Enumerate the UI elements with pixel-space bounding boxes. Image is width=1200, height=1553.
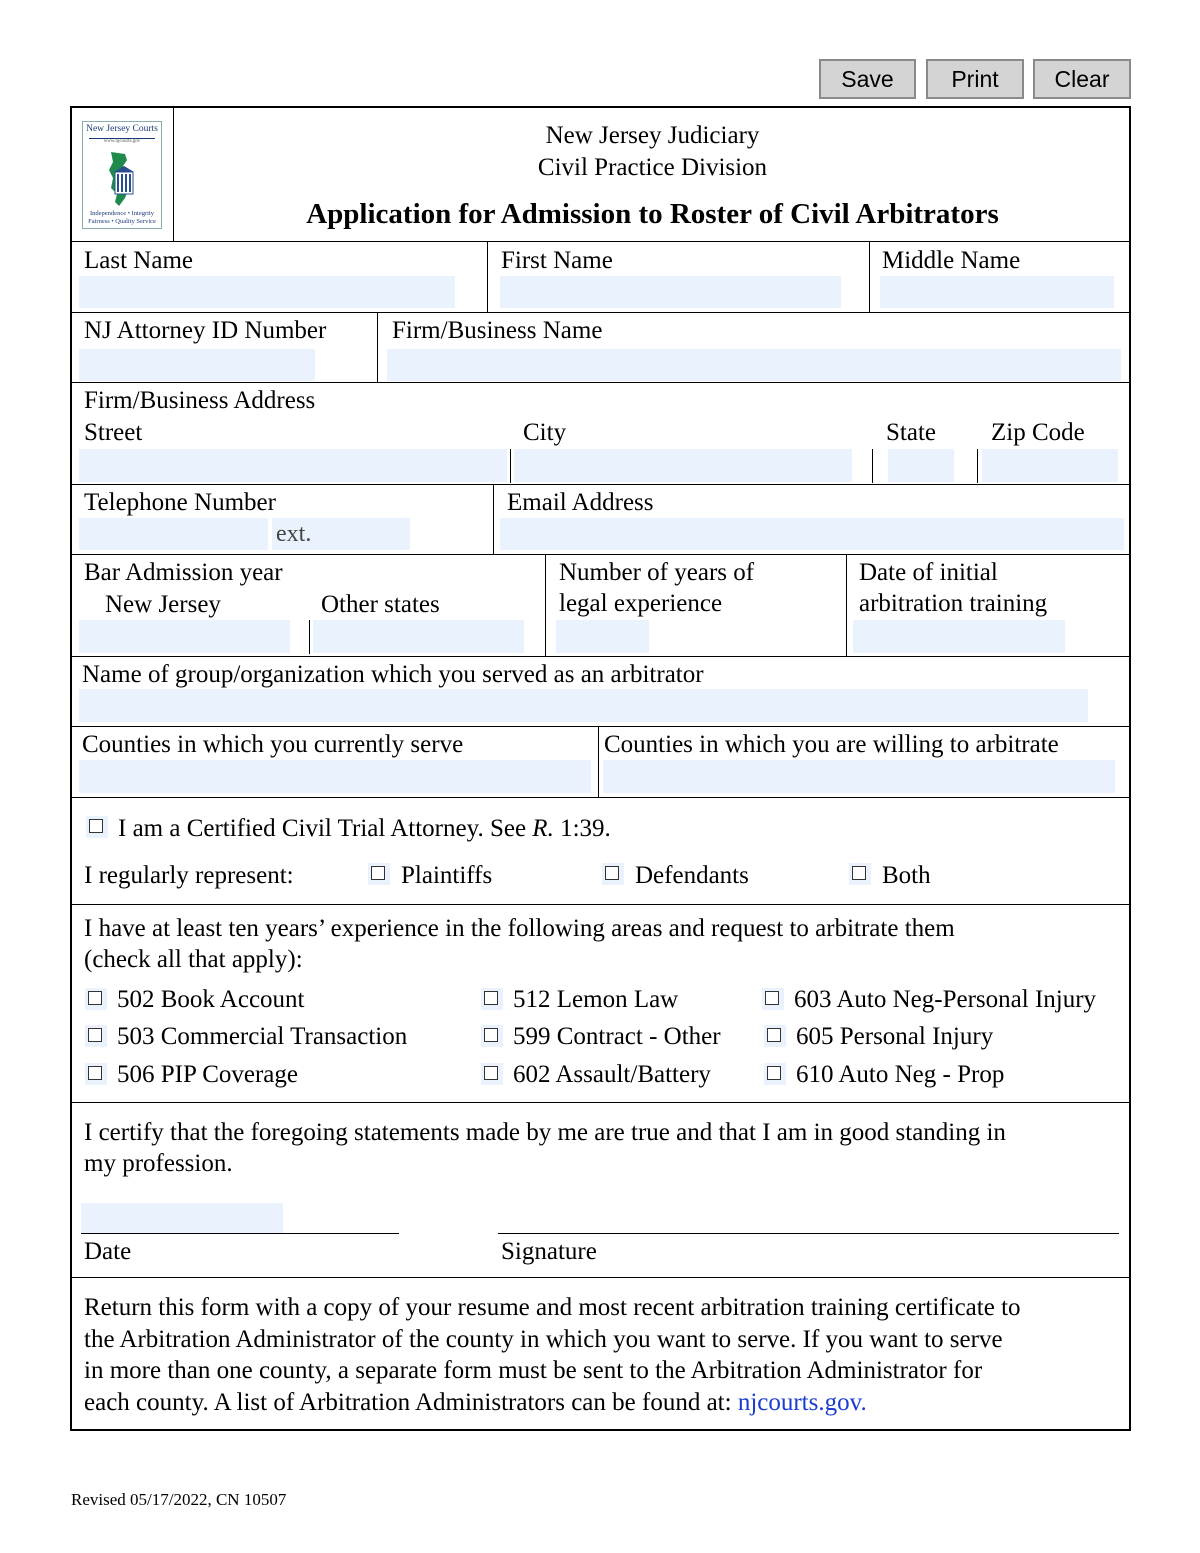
date-line: [81, 1233, 399, 1234]
counties-serve-label: Counties in which you currently serve: [82, 731, 464, 758]
street-label: Street: [84, 419, 143, 446]
logo-title: New Jersey Courts: [86, 124, 158, 134]
area-label: 599 Contract - Other: [513, 1023, 721, 1050]
attorney-id-label: NJ Attorney ID Number: [84, 317, 327, 344]
organization-input[interactable]: [79, 689, 1088, 722]
experience-text-2: (check all that apply):: [84, 946, 303, 973]
middle-name-input[interactable]: [880, 276, 1114, 308]
certify-text-2: my profession.: [84, 1150, 233, 1177]
logo-motto-2: Fairness • Quality Service: [88, 218, 156, 225]
date-input[interactable]: [81, 1203, 283, 1233]
area-label: 602 Assault/Battery: [513, 1061, 711, 1088]
bar-year-nj-input[interactable]: [79, 620, 290, 653]
state-label: State: [886, 419, 936, 446]
signature-label: Signature: [501, 1238, 597, 1265]
email-input[interactable]: [500, 518, 1124, 550]
area-label: 503 Commercial Transaction: [117, 1023, 408, 1050]
area-checkbox[interactable]: [85, 1063, 107, 1085]
firm-name-input[interactable]: [387, 349, 1121, 381]
first-name-label: First Name: [501, 247, 613, 274]
signature-line: [498, 1233, 1119, 1234]
counties-willing-input[interactable]: [603, 760, 1115, 793]
print-button[interactable]: Print: [926, 59, 1024, 99]
area-checkbox[interactable]: [85, 988, 107, 1010]
bar-year-label: Bar Admission year: [84, 559, 283, 586]
telephone-input[interactable]: [79, 518, 268, 550]
area-label: 610 Auto Neg - Prop: [796, 1061, 1005, 1088]
logo-url: www.njcourts.gov: [103, 139, 141, 144]
street-input[interactable]: [79, 449, 507, 482]
instructions: [84, 1292, 1021, 1418]
logo-motto-1: Independence • Integrity: [90, 210, 154, 217]
state-input[interactable]: [888, 449, 954, 482]
plaintiffs-label: Plaintiffs: [401, 862, 493, 889]
ext-label: ext.: [276, 521, 312, 547]
bar-year-other-input[interactable]: [313, 620, 524, 653]
extension-input[interactable]: [272, 518, 410, 550]
area-label: 502 Book Account: [117, 986, 305, 1013]
area-checkbox[interactable]: [764, 1063, 786, 1085]
revision-note: Revised 05/17/2022, CN 10507: [71, 1490, 287, 1509]
area-checkbox[interactable]: [481, 1025, 503, 1047]
instructions-line: each county. A list of Arbitration Administrators can be found at: njcourts.gov.: [84, 1388, 867, 1416]
header-org: New Jersey Judiciary: [545, 122, 760, 149]
years-experience-input[interactable]: [556, 620, 649, 653]
middle-name-label: Middle Name: [882, 247, 1021, 274]
firm-address-label: Firm/Business Address: [84, 387, 316, 414]
training-label-1: Date of initial: [859, 559, 998, 586]
email-label: Email Address: [507, 489, 654, 516]
zip-label: Zip Code: [991, 419, 1085, 446]
last-name-input[interactable]: [79, 276, 455, 308]
training-label-2: arbitration training: [859, 590, 1048, 617]
attorney-id-input[interactable]: [79, 349, 315, 381]
telephone-label: Telephone Number: [84, 489, 276, 516]
represent-label: I regularly represent:: [84, 862, 294, 889]
city-input[interactable]: [514, 449, 852, 482]
both-checkbox[interactable]: [849, 863, 871, 885]
njcourts-link[interactable]: njcourts.gov.: [737, 1388, 867, 1416]
both-label: Both: [882, 862, 931, 889]
instructions-line: Return this form with a copy of your resume and most recent arbitration training certificate to: [84, 1294, 1021, 1321]
area-label: 512 Lemon Law: [513, 986, 679, 1013]
nj-courts-logo: [82, 121, 162, 229]
last-name-label: Last Name: [84, 247, 193, 274]
plaintiffs-checkbox[interactable]: [368, 863, 390, 885]
counties-willing-label: Counties in which you are willing to arbitrate: [604, 731, 1059, 758]
area-checkbox[interactable]: [481, 1063, 503, 1085]
organization-label: Name of group/organization which you served as an arbitrator: [82, 661, 704, 688]
header-division: Civil Practice Division: [537, 154, 768, 181]
area-label: 605 Personal Injury: [796, 1023, 994, 1050]
area-checkbox[interactable]: [764, 1025, 786, 1047]
area-checkbox[interactable]: [85, 1025, 107, 1047]
area-label: 506 PIP Coverage: [117, 1061, 298, 1088]
area-label: 603 Auto Neg-Personal Injury: [794, 986, 1097, 1013]
nj-state-seal-icon: [101, 148, 145, 208]
firm-name-label: Firm/Business Name: [392, 317, 603, 344]
area-checkbox[interactable]: [481, 988, 503, 1010]
first-name-input[interactable]: [500, 276, 841, 308]
other-states-label: Other states: [321, 591, 440, 618]
divider: [173, 106, 174, 242]
form-title: Application for Admission to Roster of Civil Arbitrators: [306, 198, 999, 230]
certify-text-1: I certify that the foregoing statements made by me are true and that I am in good standing in: [84, 1119, 1006, 1146]
instructions-line: the Arbitration Administrator of the county in which you want to serve. If you want to serve: [84, 1325, 1003, 1353]
defendants-checkbox[interactable]: [602, 863, 624, 885]
certified-attorney-checkbox[interactable]: [86, 816, 108, 838]
certified-attorney-label: I am a Certified Civil Trial Attorney. See R. 1:39.: [118, 815, 611, 842]
counties-serve-input[interactable]: [79, 760, 591, 793]
save-button[interactable]: Save: [819, 59, 916, 99]
instructions-line: in more than one county, a separate form must be sent to the Arbitration Administrator for: [84, 1357, 983, 1384]
defendants-label: Defendants: [635, 862, 749, 889]
zip-input[interactable]: [982, 449, 1118, 482]
experience-text-1: I have at least ten years’ experience in the following areas and request to arbitrate them: [84, 915, 955, 942]
date-label: Date: [84, 1238, 132, 1265]
years-exp-label-2: legal experience: [559, 590, 723, 617]
training-date-input[interactable]: [853, 620, 1065, 653]
clear-button[interactable]: Clear: [1033, 59, 1131, 99]
area-checkbox[interactable]: [762, 988, 784, 1010]
new-jersey-label: New Jersey: [105, 591, 221, 618]
city-label: City: [523, 419, 567, 446]
years-exp-label-1: Number of years of: [559, 559, 755, 586]
